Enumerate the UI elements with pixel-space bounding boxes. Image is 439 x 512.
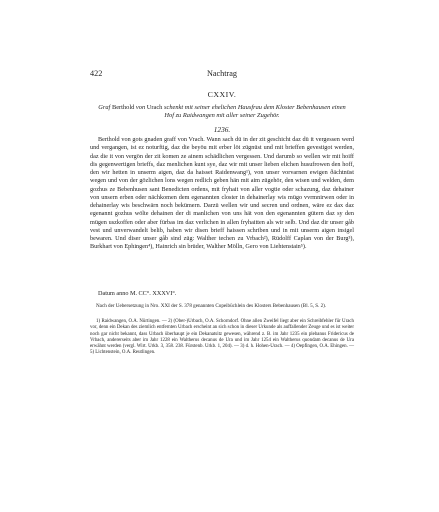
title-prefix: Graf	[98, 104, 111, 111]
document-number: CXXIV.	[207, 90, 237, 99]
footnotes: 1) Raidwangen, O.A. Nürtingen. — 2) (Ober-)Urbach, O.A. Schorndorf. Ohne allen Zweifel liegt aber ein Schreibfehler für Urach vor, denn ein Dekan des ziemlich entfernten Urbach erscheint an sich schon in dieser Urkunde als auffallender Zeuge und es ist weiter noch gar nicht bekannt, dass Urbach überhaupt je ein Dekanatsitz gewesen, während z. B. im Jahr 1235 ein plebanus Fridericus de Vrbach, andererseits aber im Jahr 1228 ein Waltherus decanus de Ura und im Jahr 1254 ein Waltherus quondam decanus de Ura erwähnt werden (vergl. Wirt. Urkb. 3, 358. 238. Fürstenb. Urkb. 1, 204). — 3) d. h. Hohen-Urach. — 4) Oepfingen, O.A. Ehingen. — 5) Lichtenstein, O.A. Reutlingen.	[90, 319, 354, 356]
page-header	[90, 69, 354, 79]
document-dating: Datum anno M. CC°. XXXVI°.	[98, 290, 177, 297]
title-rest: schenkt mit seiner ehelichen Hausfrau dem Kloster Bebenhausen einen Hof zu Raidwangen mit aller seiner Zugehör.	[164, 104, 346, 120]
document-title	[96, 104, 348, 121]
document-body: Berthold von gots gnaden graff von Vrach. Wann sach dü in der zit geschicht daz dü it vergessen werd und vergangen, ist ez noturftig, daz die beyöu mit erber löt zügnüst und mit brieffen gevestigot werden, daz die it von vergön der zit komen ze ainem schädlichen vergessen. Und darumb so wellen wir mit hoiff dis gegenwertigen brieffs, daz menlichen kunt sye, daz wir mit unser lieben elichen husufrowen den hoff, den wir hetten in unserm aigen, daz da haisset Raidenwang¹), von unser vorvarnen ewigen ðächtnüst wegen und von der gözlichen lons wegen redlich geben hän mit aim zügehör, den wisen und welden, dem gozhus ze Bebenhusen sant Benedicten ordens, mit fryhait von aller vogtie oder schazung, daz dehainer von unsern erben oder nächkomen dem egenannten closter in dehainerlay wis mügo vvrmnirwen oder in dehainerlay wis beschwärn noch bekümern. Darzü wellen wir und secren und ordnen, wäre ez dax daz egenannt gozhus wölte dehainen der di manlichen von uns hät von den egenannten gütern daz sy den mügen uszkoffen oder aber fürbas im daz verlichen in allen fryhaitten als wir selb. Und daz dir unser gåb vest und unverwandelt belib, haben wir disen brieff haissen schriben und in mit unserm aigen insigel bewaren. Und diser unser gåb sind züg: Walther techen zu Vrbach²), Rüdolff Caplan von der Burg³), Burkhart von Ephingen⁴), Hainrich sin brüder, Walther Mölln, Gero von Liehtenstain⁵).	[90, 136, 354, 251]
page-number: 422	[90, 69, 103, 78]
title-word-von: von	[135, 104, 146, 111]
source-note: Nach der Uebersetzung in Nro. XXI der S. 378 genannten Copeibüchlein des Klosters Bebenhausen (Bl. 5, S. 2).	[96, 303, 327, 309]
title-name-first: Berthold	[111, 104, 135, 111]
title-name-place: Urach	[146, 104, 163, 111]
document-year: 1236.	[213, 125, 231, 134]
running-head: Nachtrag	[206, 69, 237, 78]
